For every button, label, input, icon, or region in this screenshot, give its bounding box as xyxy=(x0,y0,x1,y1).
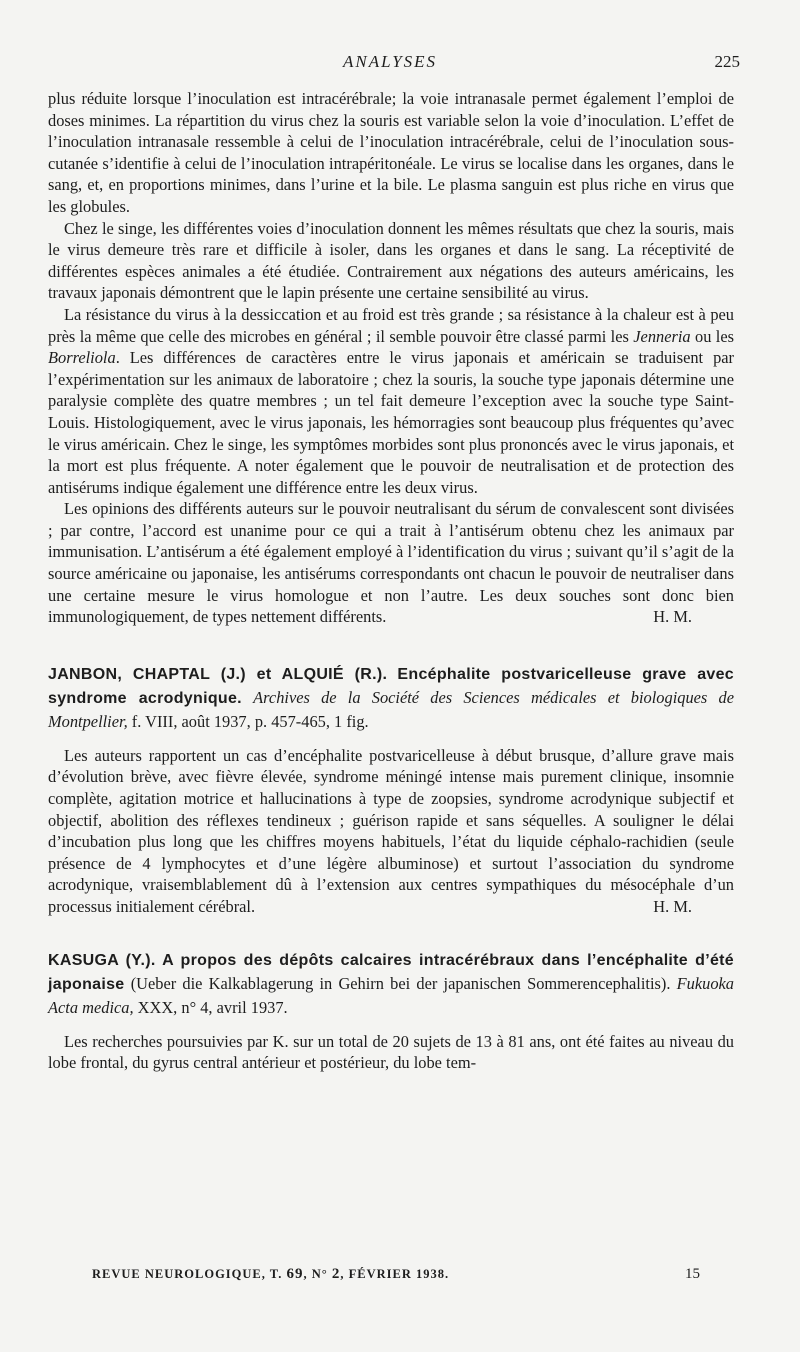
article-continued xyxy=(48,88,734,628)
page-content xyxy=(48,88,734,1074)
reviewer-signature: H. M. xyxy=(653,607,692,627)
entry-body: Les auteurs rapportent un cas d’encéphalite postvaricelleuse à début brusque, d’allure grave mais d’évolution brève, avec fièvre élevée, syndrome méningé intense mais purement clinique, insomnie complète, agitation motrice et hallucinations à type de zoopsies, syndrome acrodynique subjectif et objectif, abolition des réflexes tendineux ; guérison rapide et sans séquelles. A souligner le délai d’incubation plus long que les chiffres moyens habituels, l’état du liquide céphalo-rachidien (seule présence de 4 lymphocytes et d’une légère albuminose) et surtout l’association du syndrome acrodynique, vraisemblablement dû à l’extension aux centres sympathiques du mésocéphale d’un processus initialement cérébral. H. M. xyxy=(48,745,734,916)
entry-citation: f. VIII, août 1937, p. 457-465, 1 fig. xyxy=(127,711,369,731)
entry-german-title: (Ueber die Kalkablagerung in Gehirn bei der japanischen Sommerencephalitis). xyxy=(124,973,677,993)
entry-authors: KASUGA (Y.). xyxy=(48,951,156,969)
footer-sheet-number: 15 xyxy=(685,1266,700,1282)
reviewer-signature: H. M. xyxy=(653,897,692,916)
running-header xyxy=(40,52,740,80)
entry-heading xyxy=(48,662,734,733)
footer-journal: REVUE NEUROLOGIQUE, T. 69, N° 2, FÉVRIER 1938. xyxy=(92,1266,450,1282)
review-entry-janbon xyxy=(48,662,734,918)
entry-heading xyxy=(48,948,734,1019)
genus-name: Jenneria xyxy=(633,326,691,346)
entry-title: Encéphalite postvaricelleuse grave avec syndrome acrodynique. xyxy=(48,665,734,707)
running-title: ANALYSES xyxy=(342,52,438,71)
entry-title: A propos des dépôts calcaires intracérébraux dans l’encéphalite d’été japonaise xyxy=(48,951,734,993)
entry-citation: XXX, n° 4, avril 1937. xyxy=(133,997,288,1017)
genus-name: Borreliola xyxy=(48,348,116,368)
entry-journal: Fukuoka Acta medica, xyxy=(48,973,734,1017)
paragraph: Chez le singe, les différentes voies d’inoculation donnent les mêmes résultats que chez la souris, mais le virus demeure très rare et difficile à isoler, dans les organes et dans le sang. La réceptivité de différentes espèces animales a été étudiée. Contrairement aux négations des auteurs américains, les travaux japonais démontrent que le lapin présente une certaine sensibilité au virus. xyxy=(48,218,734,303)
entry-body: Les recherches poursuivies par K. sur un total de 20 sujets de 13 à 81 ans, ont été faites au niveau du lobe frontal, du gyrus central antérieur et postérieur, du lobe tem- xyxy=(48,1031,734,1073)
review-entry-kasuga xyxy=(48,948,734,1074)
page-footer xyxy=(92,1266,700,1288)
paragraph: La résistance du virus à la dessiccation et au froid est très grande ; sa résistance à la chaleur est à peu près la même que celle des microbes en général ; il semble pouvoir être classé parmi les Jenneria ou les Borreliola. Les différences de caractères entre le virus japonais et américain se traduisent par l’expérimentation sur les animaux de laboratoire ; chez la souris, la souche type japonais détermine une paralysie complète des quatre membres ; un tel fait demeure l’exception avec la souche type Saint-Louis. Histologiquement, avec le virus japonais, les hémorragies sont beaucoup plus fréquentes qu’avec le virus américain. Chez le singe, les symptômes morbides sont plus prononcés avec le virus japonais, et la mort est plus fréquente. A noter également que le pouvoir de neutralisation et de protection des antisérums indique également une différence entre les deux virus. xyxy=(48,304,734,497)
entry-authors: JANBON, CHAPTAL (J.) et ALQUIÉ (R.). xyxy=(48,665,388,683)
paragraph: plus réduite lorsque l’inoculation est intracérébrale; la voie intranasale permet également l’emploi de doses minimes. La répartition du virus chez la souris est variable selon la voie d’inoculation. L’effet de l’inoculation intranasale ressemble à celui de l’inoculation intracérébrale, celui de l’inoculation sous-cutanée s’identifie à celui de l’inoculation intrapéritonéale. Le virus se localise dans les organes, dans le sang, et, en proportions minimes, dans l’urine et la bile. Le plasma sanguin est plus riche en virus que les globules. xyxy=(48,89,734,216)
page-number: 225 xyxy=(714,52,740,71)
entry-journal: Archives de la Société des Sciences médicales et biologiques de Montpellier, xyxy=(48,687,734,731)
paragraph: Les opinions des différents auteurs sur le pouvoir neutralisant du sérum de convalescent sont divisées ; par contre, l’accord est unanime pour ce qui a trait à l’antisérum obtenu chez les animaux par immunisation. L’antisérum a été également employé à l’identification du virus ; suivant qu’il s’agit de la source américaine ou japonaise, les antisérums correspondants ont chacun le pouvoir de neutraliser dans une certaine mesure le virus homologue et non l’autre. Les deux souches sont donc bien immunologiquement, de types nettement différents. H. M. xyxy=(48,499,734,627)
